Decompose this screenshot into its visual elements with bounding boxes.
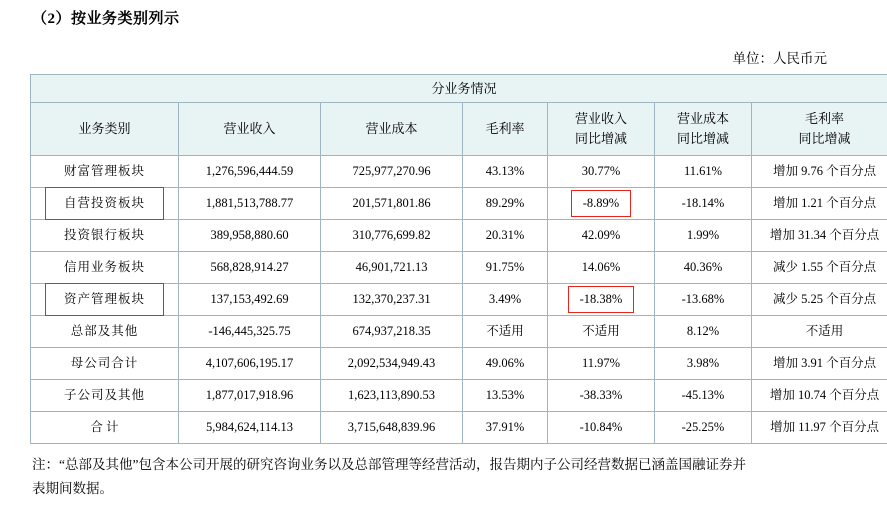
row-revenue-yoy-text: 30.77% [581, 164, 621, 179]
row-gross-margin: 37.91% [463, 412, 548, 444]
table-footnote [30, 444, 857, 500]
row-category-text-highlighted: 资产管理板块 [58, 289, 151, 310]
row-margin-yoy: 增加 9.76 个百分点 [752, 156, 887, 188]
row-category [31, 188, 179, 220]
row-revenue-yoy [548, 348, 655, 380]
row-revenue: 137,153,492.69 [179, 284, 321, 316]
column-header-revenue-yoy-line2: 同比增减 [574, 131, 627, 146]
row-cost-yoy: 1.99% [655, 220, 752, 252]
row-revenue: 5,984,624,114.13 [179, 412, 321, 444]
row-category [31, 220, 179, 252]
row-revenue-yoy [548, 156, 655, 188]
footnote-line-2: 表期间数据。 [32, 480, 113, 496]
row-margin-yoy: 减少 5.25 个百分点 [752, 284, 887, 316]
row-revenue: 4,107,606,195.17 [179, 348, 321, 380]
row-category [31, 380, 179, 412]
column-header-category-line1: 业务类别 [78, 120, 131, 136]
row-cost: 3,715,648,839.96 [321, 412, 463, 444]
row-category-text: 财富管理板块 [63, 164, 145, 179]
column-header-cost [321, 103, 463, 156]
column-header-cost-line1: 营业成本 [365, 120, 418, 136]
row-revenue: 389,958,880.60 [179, 220, 321, 252]
row-revenue-yoy-text-highlighted: -18.38% [574, 289, 629, 310]
row-revenue-yoy [548, 316, 655, 348]
column-header-revenue [179, 103, 321, 156]
row-margin-yoy: 增加 31.34 个百分点 [752, 220, 887, 252]
row-revenue-yoy-text: 42.09% [581, 228, 621, 243]
row-revenue: 568,828,914.27 [179, 252, 321, 284]
column-header-revenue-yoy-line1: 营业收入 [574, 110, 627, 126]
row-gross-margin: 91.75% [463, 252, 548, 284]
row-category [31, 252, 179, 284]
row-category-text: 信用业务板块 [63, 260, 145, 275]
row-cost-yoy: 11.61% [655, 156, 752, 188]
column-header-cost-yoy [655, 103, 752, 156]
row-category-text: 子公司及其他 [63, 388, 145, 403]
row-category [31, 284, 179, 316]
row-revenue-yoy-text: -38.33% [579, 388, 623, 403]
row-revenue-yoy-text: 不适用 [582, 324, 620, 339]
row-revenue-yoy [548, 412, 655, 444]
row-margin-yoy: 不适用 [752, 316, 887, 348]
segment-business-table [30, 74, 887, 444]
column-header-cost-yoy-line2: 同比增减 [676, 131, 729, 146]
row-revenue-yoy [548, 380, 655, 412]
row-margin-yoy: 增加 1.21 个百分点 [752, 188, 887, 220]
row-cost-yoy: -18.14% [655, 188, 752, 220]
row-revenue-yoy-text: 11.97% [581, 356, 621, 371]
row-revenue-yoy [548, 188, 655, 220]
row-cost-yoy: 40.36% [655, 252, 752, 284]
row-revenue-yoy [548, 252, 655, 284]
table-row-total [31, 412, 887, 444]
column-header-gross-margin-line1: 毛利率 [485, 120, 525, 136]
row-gross-margin: 3.49% [463, 284, 548, 316]
column-header-revenue-line1: 营业收入 [223, 120, 276, 136]
row-cost-yoy: 3.98% [655, 348, 752, 380]
row-cost: 674,937,218.35 [321, 316, 463, 348]
unit-label: 单位：人民币元 [732, 51, 827, 66]
column-header-revenue-yoy [548, 103, 655, 156]
row-gross-margin: 13.53% [463, 380, 548, 412]
row-cost: 310,776,699.82 [321, 220, 463, 252]
column-header-margin-yoy-line1: 毛利率 [805, 110, 845, 126]
table-row [31, 220, 887, 252]
row-category [31, 316, 179, 348]
row-margin-yoy: 减少 1.55 个百分点 [752, 252, 887, 284]
row-cost: 2,092,534,949.43 [321, 348, 463, 380]
row-cost: 132,370,237.31 [321, 284, 463, 316]
row-gross-margin: 20.31% [463, 220, 548, 252]
table-row [31, 380, 887, 412]
page-title: （2）按业务类别列示 [32, 11, 180, 27]
row-cost: 46,901,721.13 [321, 252, 463, 284]
table-body [31, 75, 887, 444]
row-revenue: 1,276,596,444.59 [179, 156, 321, 188]
row-cost-yoy: -25.25% [655, 412, 752, 444]
row-margin-yoy: 增加 11.97 个百分点 [752, 412, 887, 444]
table-row [31, 348, 887, 380]
row-category [31, 412, 179, 444]
row-category-text: 投资银行板块 [63, 228, 145, 243]
row-margin-yoy: 增加 10.74 个百分点 [752, 380, 887, 412]
table-row [31, 156, 887, 188]
row-category [31, 348, 179, 380]
row-revenue-yoy-text: -10.84% [579, 420, 623, 435]
row-category-text-highlighted: 自营投资板块 [58, 193, 151, 214]
row-gross-margin: 43.13% [463, 156, 548, 188]
row-revenue-yoy-text-highlighted: -8.89% [577, 193, 625, 214]
row-gross-margin: 不适用 [463, 316, 548, 348]
column-header-cost-yoy-line1: 营业成本 [676, 110, 729, 126]
table-band-title: 分业务情况 [31, 75, 887, 103]
row-cost: 1,623,113,890.53 [321, 380, 463, 412]
table-band-row [31, 75, 887, 103]
row-revenue-yoy-text: 14.06% [581, 260, 621, 275]
row-cost-yoy: 8.12% [655, 316, 752, 348]
table-row [31, 252, 887, 284]
row-cost: 725,977,270.96 [321, 156, 463, 188]
column-header-margin-yoy [752, 103, 887, 156]
row-revenue: -146,445,325.75 [179, 316, 321, 348]
row-cost-yoy: -13.68% [655, 284, 752, 316]
table-header-row [31, 103, 887, 156]
row-category-text: 母公司合计 [70, 356, 139, 371]
row-gross-margin: 49.06% [463, 348, 548, 380]
row-category-text: 合 计 [90, 420, 119, 435]
row-revenue: 1,881,513,788.77 [179, 188, 321, 220]
row-category [31, 156, 179, 188]
row-revenue: 1,877,017,918.96 [179, 380, 321, 412]
table-row [31, 188, 887, 220]
column-header-gross-margin [463, 103, 548, 156]
column-header-category [31, 103, 179, 156]
row-category-text: 总部及其他 [70, 324, 139, 339]
footnote-line-1: 注：“总部及其他”包含本公司开展的研究咨询业务以及总部管理等经营活动，报告期内子公司经营数据已涵盖国融证券并 [32, 457, 746, 472]
row-revenue-yoy [548, 284, 655, 316]
row-margin-yoy: 增加 3.91 个百分点 [752, 348, 887, 380]
row-revenue-yoy [548, 220, 655, 252]
table-row [31, 316, 887, 348]
table-row [31, 284, 887, 316]
row-cost: 201,571,801.86 [321, 188, 463, 220]
row-cost-yoy: -45.13% [655, 380, 752, 412]
row-gross-margin: 89.29% [463, 188, 548, 220]
column-header-margin-yoy-line2: 同比增减 [798, 131, 851, 146]
